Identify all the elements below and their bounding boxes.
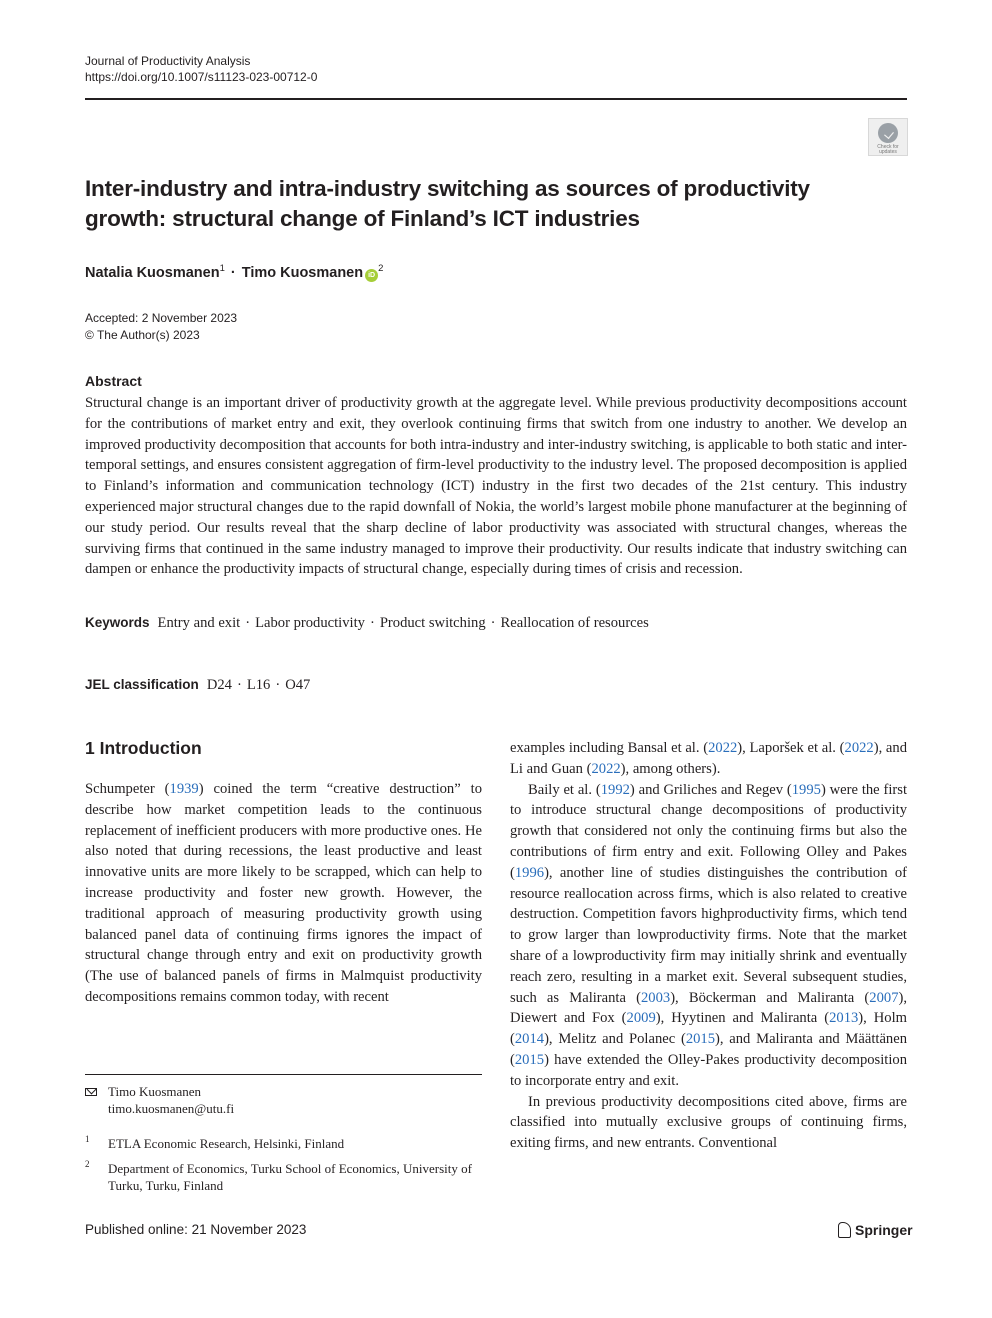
body-column-left	[85, 779, 482, 1008]
citation-link[interactable]: 2022	[844, 740, 874, 756]
body-text: ) coined the term “creative destruction” to describe how market competition leads to the continuous replacement of inefficient producers with more productive ones. He also noted that during recessions, the least productive and least innovative units are more likely to be scrapped, which can help to increase productivity and foster new growth. However, the traditional approach of measuring productivity growth using balanced panel data of continuing firms ignores the impact of structural change through entry and exit on productivity growth (The use of balanced panels of firms in Malmquist productivity decompositions remains common today, with recent	[85, 781, 482, 1005]
article-dates	[85, 310, 237, 344]
published-online-date: Published online: 21 November 2023	[85, 1222, 307, 1237]
copyright-line: © The Author(s) 2023	[85, 328, 200, 342]
abstract-heading: Abstract	[85, 373, 142, 389]
corresponding-author-email[interactable]: timo.kuosmanen@utu.fi	[108, 1101, 235, 1116]
affiliation	[85, 1135, 478, 1152]
citation-link[interactable]: 1995	[791, 781, 821, 798]
check-icon	[878, 123, 898, 143]
jel-code: L16	[246, 677, 271, 693]
body-text: Baily et al. (	[528, 781, 601, 798]
body-text: ) were the first to introduce structural change decompositions of productivity growth that considered not only the continuing firms but also the contributions of firm entry and exit. Following Olley and Pakes (	[510, 781, 908, 881]
citation-link[interactable]: 2015	[514, 1051, 545, 1068]
journal-name: Journal of Productivity Analysis	[85, 54, 251, 68]
keyword-item: Labor productivity	[255, 615, 365, 631]
jel-label: JEL classification	[85, 677, 199, 692]
orcid-icon[interactable]: iD	[365, 269, 378, 282]
author-name[interactable]: Timo Kuosmanen	[241, 265, 364, 281]
affiliation-number: 2	[85, 1159, 90, 1169]
envelope-icon	[85, 1088, 97, 1096]
body-text: ), Melitz and Polanec (	[544, 1031, 686, 1048]
keyword-item: Reallocation of resources	[500, 615, 649, 631]
author-affiliation-mark: 2	[378, 263, 384, 274]
body-text: ), Laporšek et al. (	[737, 740, 845, 756]
author-list	[85, 259, 383, 283]
citation-link[interactable]: 2007	[869, 989, 899, 1006]
citation-link[interactable]: 2013	[829, 1010, 859, 1027]
journal-header	[85, 53, 317, 85]
keyword-separator: ·	[490, 615, 496, 631]
check-for-updates-badge[interactable]	[868, 118, 908, 156]
jel-separator: ·	[275, 677, 281, 693]
body-text: ) have extended the Olley-Pakes productivity decomposition to incorporate entry and exit.	[510, 1051, 907, 1089]
jel-code: O47	[285, 677, 311, 693]
body-text: ), Holm (	[510, 1010, 907, 1048]
affiliation-text: Department of Economics, Turku School of Economics, University of Turku, Turku, Finland	[108, 1161, 472, 1193]
section-heading-introduction: 1 Introduction	[85, 738, 202, 758]
citation-link[interactable]: 2014	[514, 1031, 545, 1048]
affiliation-text: ETLA Economic Research, Helsinki, Finland	[108, 1136, 345, 1151]
paragraph	[510, 780, 907, 1092]
footnote-rule	[85, 1074, 482, 1075]
keyword-item: Product switching	[379, 615, 486, 631]
body-text: examples including Bansal et al. (	[510, 740, 709, 756]
author-affiliation-mark: 1	[219, 263, 225, 274]
keyword-item: Entry and exit	[157, 615, 241, 631]
publisher-logo[interactable]	[838, 1221, 913, 1239]
citation-link[interactable]: 1992	[600, 781, 630, 798]
paragraph	[510, 738, 907, 780]
keywords-label: Keywords	[85, 615, 150, 630]
accepted-date: Accepted: 2 November 2023	[85, 311, 238, 325]
citation-link[interactable]: 2022	[591, 760, 621, 777]
keywords	[85, 612, 649, 634]
jel-classification	[85, 674, 310, 696]
citation-link[interactable]: 2022	[708, 740, 738, 756]
corresponding-author	[85, 1083, 234, 1117]
body-text: ), and Li and Guan (	[510, 740, 907, 777]
body-column-right	[510, 738, 907, 1154]
corresponding-author-name: Timo Kuosmanen	[108, 1084, 202, 1099]
keyword-separator: ·	[369, 615, 375, 631]
keyword-separator: ·	[245, 615, 251, 631]
jel-separator: ·	[236, 677, 242, 693]
body-text: ), among others).	[620, 760, 721, 777]
citation-link[interactable]: 2015	[685, 1031, 716, 1048]
springer-horse-icon	[838, 1222, 851, 1238]
citation-link[interactable]: 2009	[626, 1010, 656, 1027]
citation-link[interactable]: 1996	[514, 864, 545, 881]
publisher-name: Springer	[855, 1222, 913, 1238]
doi-link[interactable]: https://doi.org/10.1007/s11123-023-00712-0	[85, 70, 318, 84]
check-for-updates-label: Check for updates	[877, 144, 899, 155]
author-name[interactable]: Natalia Kuosmanen	[85, 265, 220, 281]
paragraph: In previous productivity decompositions cited above, firms are classified into mutually exclusive groups of continuing firms, exiting firms, and new entrants. Conventional	[510, 1093, 907, 1152]
abstract-text: Structural change is an important driver of productivity growth at the aggregate level. While previous productivity decompositions account for the contributions of market entry and exit, they overlook continuing firms that switch from one industry to another. We develop an improved productivity decomposition that accounts for both intra-industry and inter-industry switching, is applicable to both static and inter-temporal settings, and ensures consistent aggregation of firm-level productivity to the industry level. The proposed decomposition is applied to Finland’s information and communication technology (ICT) industry in the first two decades of the 21st century. This industry experienced major structural changes due to the rapid downfall of Nokia, the world’s largest mobile phone manufacturer at the beginning of our study period. Our results reveal that the sharp decline of labor productivity was associated with structural changes, whereas the surviving firms that continued in the same industry managed to improve their productivity. Our results indicate that industry switching can dampen or enhance the productivity impacts of structural change, especially during times of crisis and recession.	[85, 395, 907, 578]
citation-link[interactable]: 1939	[169, 781, 199, 797]
body-text: ), Diewert and Fox (	[510, 989, 907, 1027]
paper-title: Inter-industry and intra-industry switching as sources of productivity growth: structural change of Finland’s ICT industries	[85, 176, 810, 231]
citation-link[interactable]: 2003	[641, 989, 671, 1006]
body-text: ), Hyytinen and Maliranta (	[655, 1010, 830, 1027]
affiliation	[85, 1160, 478, 1194]
jel-code: D24	[206, 677, 232, 693]
body-text: ) and Griliches and Regev (	[629, 781, 792, 798]
header-rule	[85, 98, 907, 100]
body-text: ), another line of studies distinguishes the contribution of resource reallocation across firms, which is also related to creative destruction. Competition favors highproductivity firms, which tend to grow larger than lowproductivity firms. Note that the market share of a lowproductivity firm may initially shrink and eventually reach zero, resulting in a market exit. Several subsequent studies, such as Maliranta (	[510, 864, 907, 1006]
body-text: Schumpeter (	[85, 781, 170, 797]
body-text: ), Böckerman and Maliranta (	[670, 989, 870, 1006]
author-separator: ·	[230, 265, 236, 281]
body-text: ), and Maliranta and Määttänen (	[510, 1031, 908, 1068]
affiliation-number: 1	[85, 1134, 90, 1144]
